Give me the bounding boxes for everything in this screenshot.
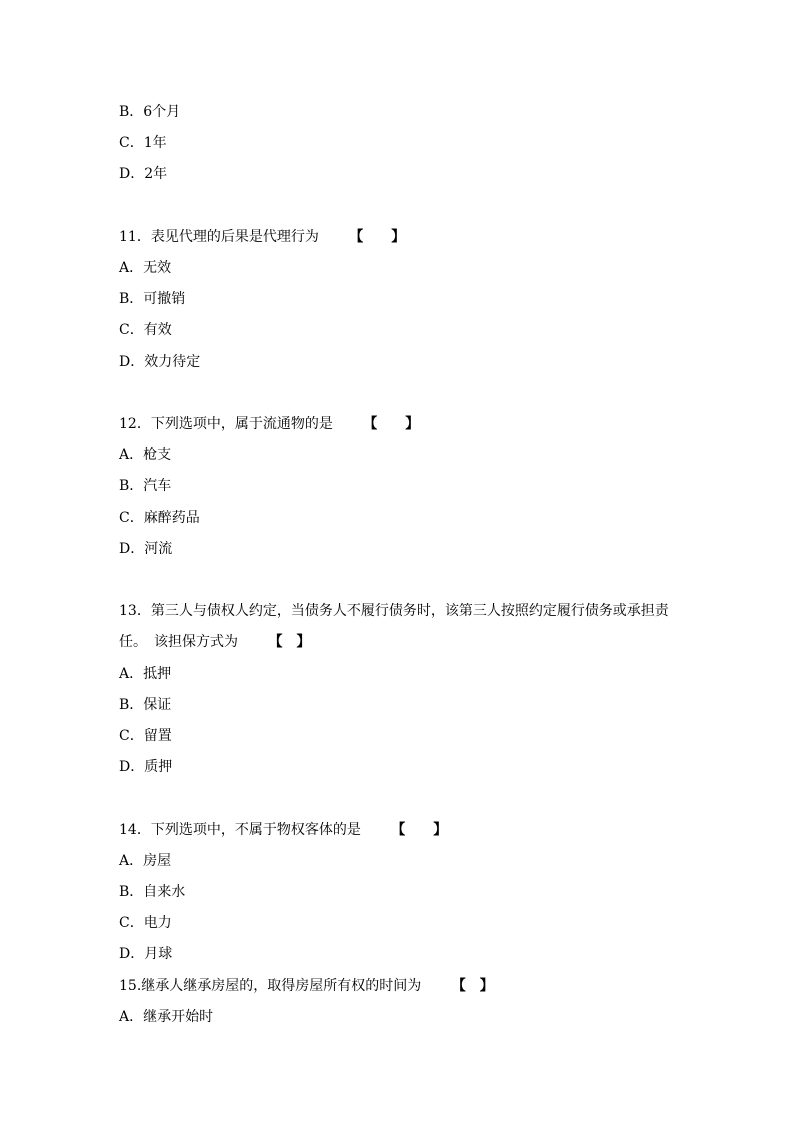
option-text: A．无效 xyxy=(119,260,172,276)
question-text: 11．表见代理的后果是代理行为 xyxy=(119,229,319,245)
option-line xyxy=(119,102,180,122)
question-text: 12．下列选项中，属于流通物的是 xyxy=(119,416,333,432)
option-text: D．河流 xyxy=(119,541,173,557)
option-line xyxy=(119,289,185,309)
option-text: B．自来水 xyxy=(119,884,186,900)
answer-bracket: 【 】 xyxy=(363,416,420,432)
option-line xyxy=(119,539,172,559)
option-text: B．6个月 xyxy=(119,104,181,120)
option-line xyxy=(119,508,200,528)
option-text: B．保证 xyxy=(119,697,172,713)
answer-bracket: 【 】 xyxy=(268,634,311,650)
option-line xyxy=(119,726,172,746)
option-text: A．抵押 xyxy=(119,666,172,682)
option-line xyxy=(119,882,185,902)
question-text: 任。 该担保方式为 xyxy=(119,634,238,650)
option-line xyxy=(119,320,172,340)
question-15 xyxy=(119,976,494,996)
question-11 xyxy=(119,227,405,247)
option-text: C．麻醉药品 xyxy=(119,510,200,526)
option-text: B．可撤销 xyxy=(119,291,186,307)
question-12 xyxy=(119,414,419,434)
option-text: C．有效 xyxy=(119,322,172,338)
question-14 xyxy=(119,820,447,840)
option-text: C．电力 xyxy=(119,915,172,931)
option-text: A．继承开始时 xyxy=(119,1009,214,1025)
question-text: 14．下列选项中，不属于物权客体的是 xyxy=(119,822,361,838)
question-13-continued xyxy=(119,632,310,652)
option-text: D．质押 xyxy=(119,759,173,775)
option-text: B．汽车 xyxy=(119,478,172,494)
option-line xyxy=(119,695,171,715)
option-text: D．2年 xyxy=(119,166,168,182)
option-line xyxy=(119,258,171,278)
option-text: C．1年 xyxy=(119,135,167,151)
question-text: 13．第三人与债权人约定，当债务人不履行债务时，该第三人按照约定履行债务或承担责 xyxy=(119,603,669,619)
option-text: A．房屋 xyxy=(119,853,172,869)
option-line xyxy=(119,913,172,933)
question-text: 15.继承人继承房屋的，取得房屋所有权的时间为 xyxy=(119,978,422,994)
answer-bracket: 【 】 xyxy=(451,978,494,994)
option-line xyxy=(119,1007,213,1027)
option-line xyxy=(119,757,172,777)
option-line xyxy=(119,133,167,153)
option-line xyxy=(119,944,172,964)
answer-bracket: 【 】 xyxy=(391,822,448,838)
option-line xyxy=(119,164,167,184)
option-line xyxy=(119,664,171,684)
option-line xyxy=(119,445,171,465)
option-line xyxy=(119,476,171,496)
option-line xyxy=(119,851,171,871)
answer-bracket: 【 】 xyxy=(349,229,406,245)
question-13 xyxy=(119,601,669,621)
option-text: A．枪支 xyxy=(119,447,172,463)
option-text: D．月球 xyxy=(119,946,173,962)
option-text: C．留置 xyxy=(119,728,172,744)
option-text: D．效力待定 xyxy=(119,354,201,370)
option-line xyxy=(119,352,200,372)
